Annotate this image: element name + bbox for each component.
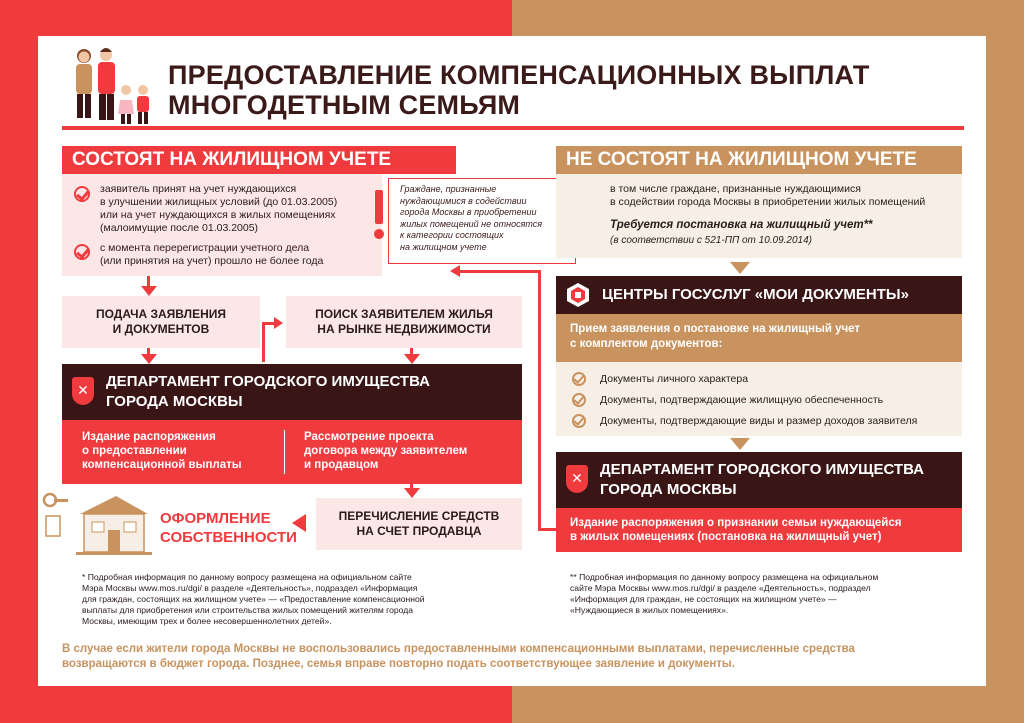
arrow-down-icon: [141, 354, 157, 364]
flow-line: [538, 528, 556, 531]
exclamation-icon: [372, 190, 386, 240]
step-apply: ПОДАЧА ЗАЯВЛЕНИЯ И ДОКУМЕНТОВ: [62, 296, 260, 348]
dept-action-1: Издание распоряжения о предоставлении компенсационной выплаты: [82, 431, 242, 471]
condition-2: с момента перерегистрации учетного дела (или принятия на учет) прошло не более года: [100, 242, 324, 267]
check-icon: [572, 393, 586, 407]
step-search: ПОИСК ЗАЯВИТЕЛЕМ ЖИЛЬЯ НА РЫНКЕ НЕДВИЖИМОСТИ: [286, 296, 522, 348]
dept-title-right: ДЕПАРТАМЕНТ ГОРОДСКОГО ИМУЩЕСТВА ГОРОДА МОСКВЫ: [600, 461, 924, 498]
dept-action-2: Рассмотрение проекта договора между заявителем и продавцом: [304, 431, 468, 471]
house-icon: [36, 486, 154, 560]
check-icon: [572, 372, 586, 386]
right-header: НЕ СОСТОЯТ НА ЖИЛИЩНОМ УЧЕТЕ: [556, 146, 962, 174]
title-divider: [62, 126, 964, 130]
right-intro: в том числе граждане, признанные нуждающимися в содействии города Москвы в приобретении жилых помещений: [610, 183, 926, 208]
law-reference: (в соответствии с 521-ПП от 10.09.2014): [610, 235, 813, 246]
document-item: Документы, подтверждающие виды и размер доходов заявителя: [600, 415, 918, 427]
arrow-down-icon: [141, 286, 157, 296]
arrow-left-icon: [450, 265, 460, 277]
arrow-down-icon: [730, 438, 750, 450]
footnote-right: ** Подробная информация по данному вопросу размещена на официальном сайте Мэра Москвы www.mos.ru/dgi/ в разделе «Деятельность», подраздел «Информация для граждан, не состоящих на жилищном учете» — «Нуждающиеся в жилых помещениях».: [570, 572, 879, 615]
flow-line: [460, 270, 541, 273]
bottom-note: В случае если жители города Москвы не воспользовались предоставленными компенсационными выплатами, перечисленные средства возвращаются в бюджет города. Позднее, семья вправе повторно подать соответствующее заявление и документы.: [62, 643, 855, 670]
ownership-label: ОФОРМЛЕНИЕ СОБСТВЕННОСТИ: [160, 510, 297, 546]
moscow-emblem-icon: ✕: [72, 377, 94, 405]
moscow-emblem-icon: ✕: [566, 465, 588, 493]
arrow-right-icon: [274, 317, 283, 329]
footnote-left: * Подробная информация по данному вопросу размещена на официальном сайте Мэра Москвы www.mos.ru/dgi/ в разделе «Деятельность», подраздел «Информация для граждан, состоящих на жилищном учете» — «Предоставление компенсационной выплаты для приобретения или строительства жилых помещений жителям города Москвы, имеющим трех и более несовершеннолетних детей».: [82, 572, 425, 626]
condition-1: заявитель принят на учет нуждающихся в улучшении жилищных условий (до 01.03.2005) или на учет нуждающихся в жилых помещениях (малоимущие после 01.03.2005): [100, 183, 338, 234]
document-item: Документы, подтверждающие жилищную обеспеченность: [600, 394, 884, 406]
flow-line: [538, 270, 541, 530]
decision-text: Издание распоряжения о признании семьи нуждающейся в жилых помещениях (постановка на жилищный учет): [570, 517, 902, 543]
arrow-down-icon: [404, 354, 420, 364]
arrow-down-icon: [730, 262, 750, 274]
centers-title: ЦЕНТРЫ ГОСУСЛУГ «МОИ ДОКУМЕНТЫ»: [602, 286, 909, 303]
page-title: ПРЕДОСТАВЛЕНИЕ КОМПЕНСАЦИОННЫХ ВЫПЛАТ МНОГОДЕТНЫМ СЕМЬЯМ: [168, 60, 870, 120]
my-documents-logo-icon: [566, 282, 590, 308]
check-icon: [572, 414, 586, 428]
dept-title-left: ДЕПАРТАМЕНТ ГОРОДСКОГО ИМУЩЕСТВА ГОРОДА МОСКВЫ: [106, 373, 430, 410]
required-note: Требуется постановка на жилищный учет**: [610, 219, 873, 231]
step-transfer: ПЕРЕЧИСЛЕНИЕ СРЕДСТВ НА СЧЕТ ПРОДАВЦА: [316, 498, 522, 550]
reception-text: Прием заявления о постановке на жилищный учет с комплектом документов:: [570, 323, 861, 350]
left-header: СОСТОЯТ НА ЖИЛИЩНОМ УЧЕТЕ: [62, 146, 456, 174]
warning-text: Граждане, признанные нуждающимися в содействии города Москвы в приобретении жилых помещений не относятся к категории состоящих на жилищном учете: [400, 184, 543, 252]
check-icon: [74, 244, 90, 260]
divider: [284, 430, 285, 474]
arrow-down-icon: [404, 488, 420, 498]
family-icon: [64, 44, 160, 130]
flow-line: [262, 322, 265, 362]
check-icon: [74, 186, 90, 202]
document-item: Документы личного характера: [600, 373, 749, 385]
